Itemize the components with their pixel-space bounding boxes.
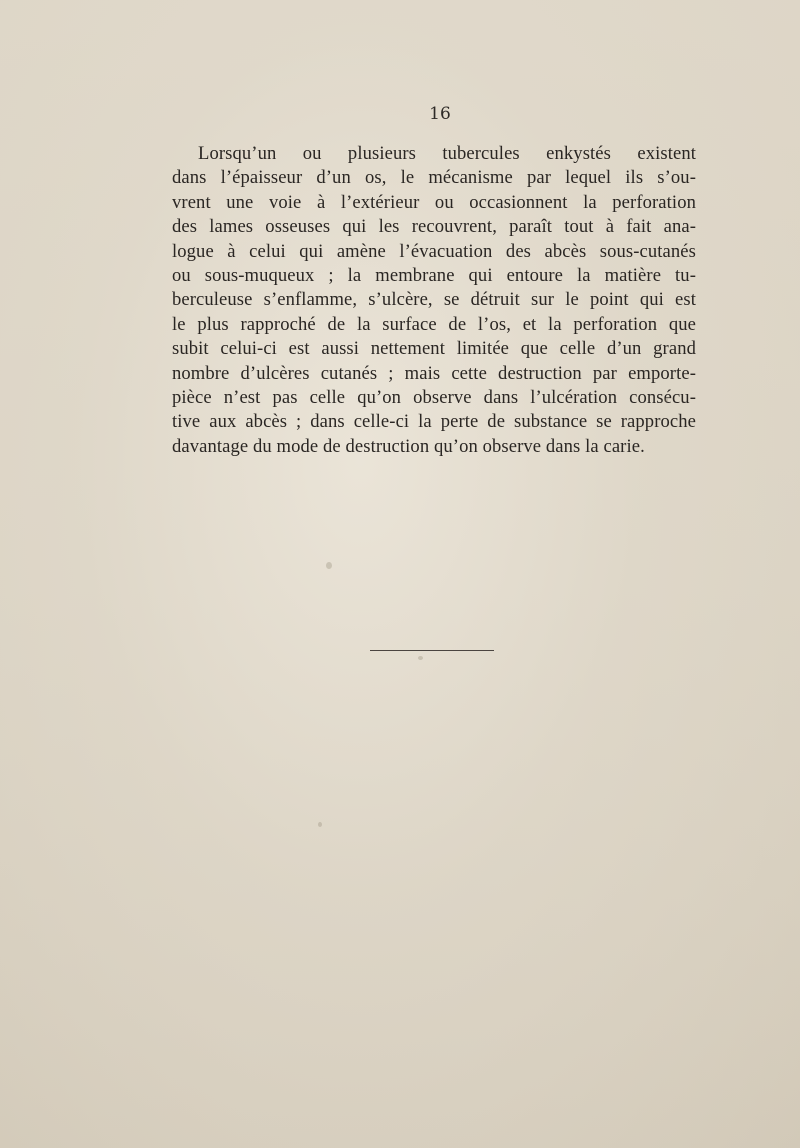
text-line: vrent une voie à l’extérieur ou occasionnent la perforation (172, 191, 696, 213)
paper-spot (318, 822, 322, 827)
body-paragraph (172, 142, 696, 459)
section-divider-rule (370, 650, 494, 651)
text-line: pièce n’est pas celle qu’on observe dans l’ulcération consécu- (172, 386, 696, 408)
page-number: 16 (429, 104, 451, 124)
text-line: ou sous-muqueux ; la membrane qui entoure la matière tu- (172, 264, 696, 286)
paper-spot (418, 656, 423, 660)
text-line: berculeuse s’enflamme, s’ulcère, se détruit sur le point qui est (172, 289, 696, 311)
text-line: davantage du mode de destruction qu’on observe dans la carie. (172, 435, 645, 457)
text-line: nombre d’ulcères cutanés ; mais cette destruction par emporte- (172, 362, 696, 384)
text-line: Lorsqu’un ou plusieurs tubercules enkystés existent (198, 143, 696, 164)
text-line: dans l’épaisseur d’un os, le mécanisme par lequel ils s’ou- (172, 167, 696, 189)
text-line: logue à celui qui amène l’évacuation des abcès sous-cutanés (172, 240, 696, 262)
paper-spot (326, 562, 332, 569)
text-line: le plus rapproché de la surface de l’os, et la perforation que (172, 313, 696, 335)
paper-spot (664, 398, 668, 402)
text-line: tive aux abcès ; dans celle-ci la perte de substance se rapproche (172, 411, 696, 433)
text-line: des lames osseuses qui les recouvrent, paraît tout à fait ana- (172, 216, 696, 238)
text-line: subit celui-ci est aussi nettement limitée que celle d’un grand (172, 338, 696, 360)
